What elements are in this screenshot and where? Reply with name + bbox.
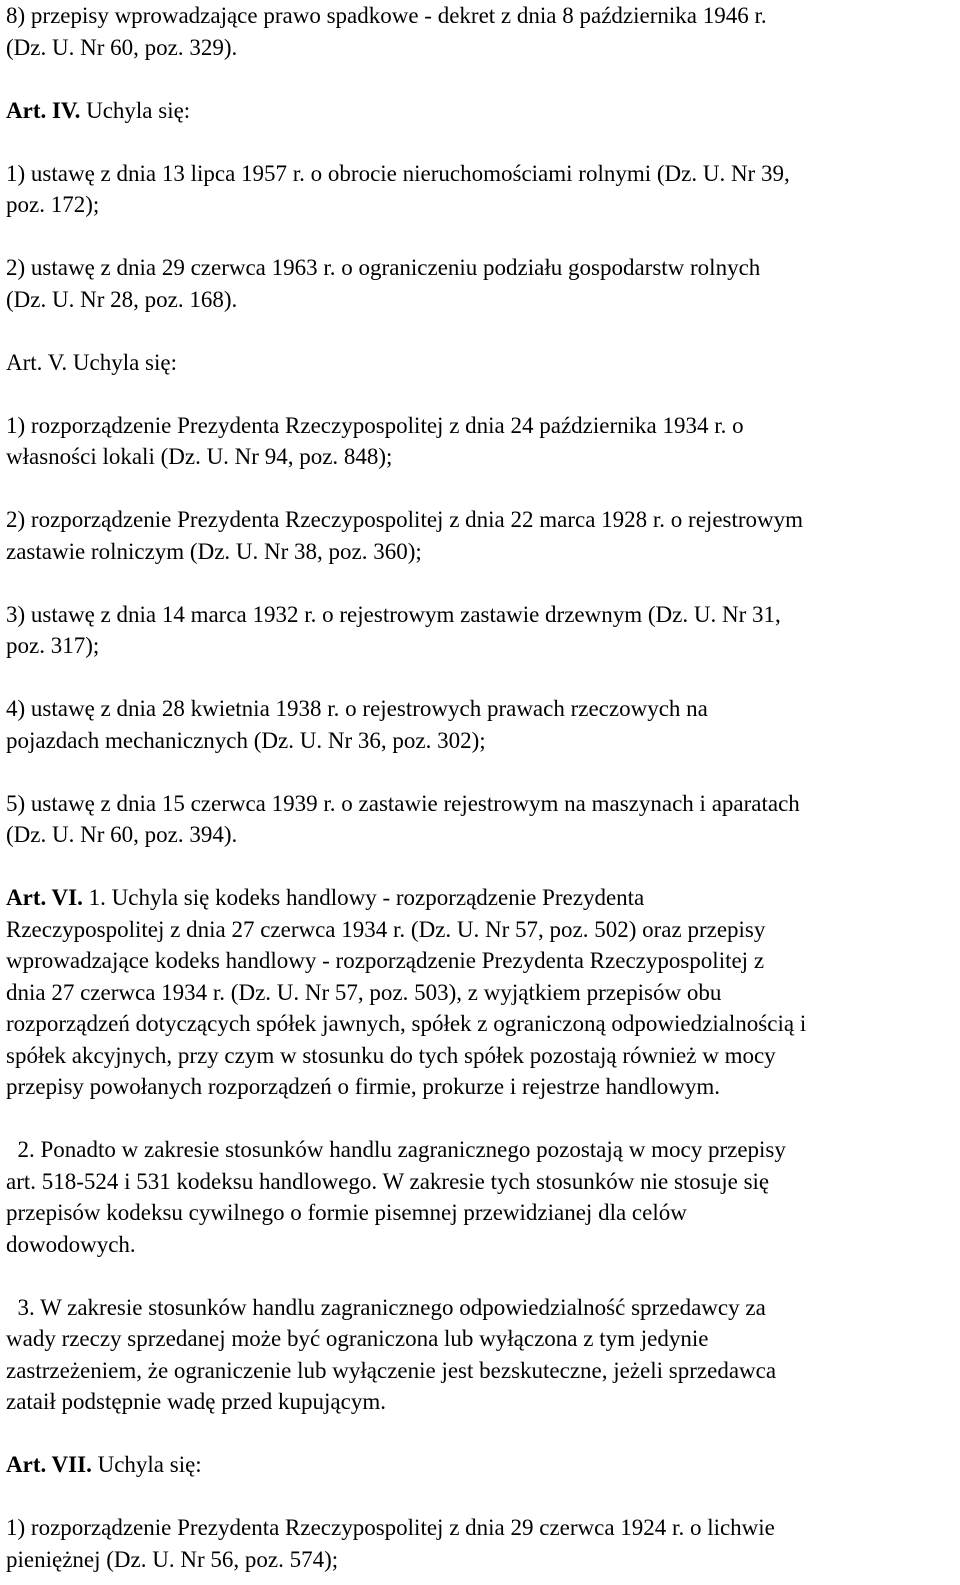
paragraph-gap [6, 63, 958, 95]
paragraph [6, 158, 958, 221]
text-line [6, 788, 958, 820]
paragraph [6, 693, 958, 756]
paragraph [6, 252, 958, 315]
text-line [6, 1544, 958, 1576]
line-text: przepisy powołanych rozporządzeń o firmie, prokurze i rejestrze handlowym. [6, 1074, 720, 1099]
line-text: poz. 172); [6, 192, 100, 217]
line-text: wady rzeczy sprzedanej może być ograniczona lub wyłączona z tym jedynie [6, 1326, 709, 1351]
line-text: wprowadzające kodeks handlowy - rozporządzenie Prezydenta Rzeczypospolitej z [6, 948, 765, 973]
paragraph-gap [6, 473, 958, 505]
paragraph-gap [6, 662, 958, 694]
text-line [6, 1292, 958, 1324]
text-line [6, 819, 958, 851]
article-heading: Art. VII. [6, 1452, 92, 1477]
text-line [6, 693, 958, 725]
paragraph [6, 1134, 958, 1260]
document-body [6, 0, 958, 1575]
line-text: art. 518-524 i 531 kodeksu handlowego. W zakresie tych stosunków nie stosuje się [6, 1168, 770, 1194]
line-text: poz. 317); [6, 633, 100, 658]
line-text: Uchyla się: [80, 97, 191, 123]
text-line [6, 882, 958, 914]
text-line [6, 945, 958, 977]
text-line [6, 1008, 958, 1040]
line-text: dnia 27 czerwca 1934 r. (Dz. U. Nr 57, poz. 503), z wyjątkiem przepisów obu [6, 979, 722, 1005]
text-line [6, 1071, 958, 1103]
paragraph [6, 788, 958, 851]
paragraph-gap [6, 221, 958, 253]
text-line [6, 410, 958, 442]
line-text: 2. Ponadto w zakresie stosunków handlu zagranicznego pozostają w mocy przepisy [6, 1137, 786, 1162]
line-text: 4) ustawę z dnia 28 kwietnia 1938 r. o rejestrowych prawach rzeczowych na [6, 696, 708, 721]
line-text: Uchyla się: [91, 1452, 202, 1477]
line-text: 3) ustawę z dnia 14 marca 1932 r. o rejestrowym zastawie drzewnym (Dz. U. Nr 31, [6, 601, 781, 627]
paragraph [6, 599, 958, 662]
paragraph [6, 882, 958, 1103]
line-text: 1. Uchyla się kodeks handlowy - rozporządzenie Prezydenta [82, 885, 645, 910]
line-text: 1) rozporządzenie Prezydenta Rzeczypospolitej z dnia 24 października 1934 r. o [6, 412, 744, 438]
line-text: zataił podstępnie wadę przed kupującym. [6, 1389, 386, 1414]
line-text: 2) rozporządzenie Prezydenta Rzeczypospolitej z dnia 22 marca 1928 r. o rejestrowym [6, 507, 804, 532]
line-text: Rzeczypospolitej z dnia 27 czerwca 1934 r. (Dz. U. Nr 57, poz. 502) oraz przepisy [6, 916, 766, 942]
line-text: 5) ustawę z dnia 15 czerwca 1939 r. o zastawie rejestrowym na maszynach i aparatach [6, 790, 800, 816]
text-line [6, 725, 958, 757]
paragraph-gap [6, 1481, 958, 1513]
text-line [6, 914, 958, 946]
paragraph-gap [6, 1103, 958, 1135]
paragraph-gap [6, 851, 958, 883]
line-text: zastawie rolniczym (Dz. U. Nr 38, poz. 360); [6, 538, 422, 564]
text-line [6, 977, 958, 1009]
text-line [6, 284, 958, 316]
text-line [6, 1386, 958, 1418]
article-heading: Art. IV. [6, 97, 81, 123]
paragraph [6, 410, 958, 473]
article-heading: Art. VI. [6, 885, 83, 910]
text-line [6, 1134, 958, 1166]
text-line [6, 504, 958, 536]
paragraph-gap [6, 378, 958, 410]
text-line [6, 536, 958, 568]
paragraph [6, 0, 958, 63]
line-text: (Dz. U. Nr 60, poz. 394). [6, 822, 238, 847]
text-line [6, 1040, 958, 1072]
text-line [6, 1229, 958, 1261]
text-line [6, 630, 958, 662]
line-text: własności lokali (Dz. U. Nr 94, poz. 848); [6, 444, 393, 469]
line-text: 3. W zakresie stosunków handlu zagranicznego odpowiedzialność sprzedawcy za [6, 1294, 766, 1320]
text-line [6, 599, 958, 631]
line-text: 8) przepisy wprowadzające prawo spadkowe - dekret z dnia 8 października 1946 r. [6, 3, 767, 28]
paragraph [6, 1292, 958, 1418]
text-line [6, 158, 958, 190]
line-text: dowodowych. [6, 1231, 136, 1257]
paragraph-gap [6, 315, 958, 347]
text-line [6, 189, 958, 221]
line-text: (Dz. U. Nr 28, poz. 168). [6, 286, 238, 312]
paragraph [6, 1449, 958, 1481]
line-text: spółek akcyjnych, przy czym w stosunku do tych spółek pozostają również w mocy [6, 1042, 776, 1068]
text-line [6, 252, 958, 284]
line-text: Art. V. Uchyla się: [6, 349, 177, 375]
text-line [6, 347, 958, 379]
text-line [6, 1449, 958, 1481]
line-text: pieniężnej (Dz. U. Nr 56, poz. 574); [6, 1546, 339, 1572]
paragraph-gap [6, 567, 958, 599]
text-line [6, 1166, 958, 1198]
paragraph-gap [6, 1418, 958, 1450]
line-text: (Dz. U. Nr 60, poz. 329). [6, 34, 238, 60]
paragraph [6, 95, 958, 127]
text-line [6, 1512, 958, 1544]
text-line [6, 32, 958, 64]
text-line [6, 95, 958, 127]
line-text: przepisów kodeksu cywilnego o formie pisemnej przewidzianej dla celów [6, 1200, 687, 1225]
line-text: zastrzeżeniem, że ograniczenie lub wyłączenie jest bezskuteczne, jeżeli sprzedawca [6, 1357, 777, 1383]
line-text: pojazdach mechanicznych (Dz. U. Nr 36, poz. 302); [6, 727, 486, 753]
paragraph [6, 504, 958, 567]
text-line [6, 441, 958, 473]
line-text: 1) rozporządzenie Prezydenta Rzeczypospolitej z dnia 29 czerwca 1924 r. o lichwie [6, 1515, 775, 1540]
line-text: rozporządzeń dotyczących spółek jawnych, spółek z ograniczoną odpowiedzialnością i [6, 1011, 807, 1036]
line-text: 1) ustawę z dnia 13 lipca 1957 r. o obrocie nieruchomościami rolnymi (Dz. U. Nr 39, [6, 160, 790, 186]
paragraph [6, 1512, 958, 1575]
text-line [6, 1323, 958, 1355]
text-line [6, 1355, 958, 1387]
paragraph-gap [6, 126, 958, 158]
line-text: 2) ustawę z dnia 29 czerwca 1963 r. o ograniczeniu podziału gospodarstw rolnych [6, 255, 761, 280]
paragraph [6, 347, 958, 379]
paragraph-gap [6, 756, 958, 788]
paragraph-gap [6, 1260, 958, 1292]
text-line [6, 1197, 958, 1229]
text-line [6, 0, 958, 32]
